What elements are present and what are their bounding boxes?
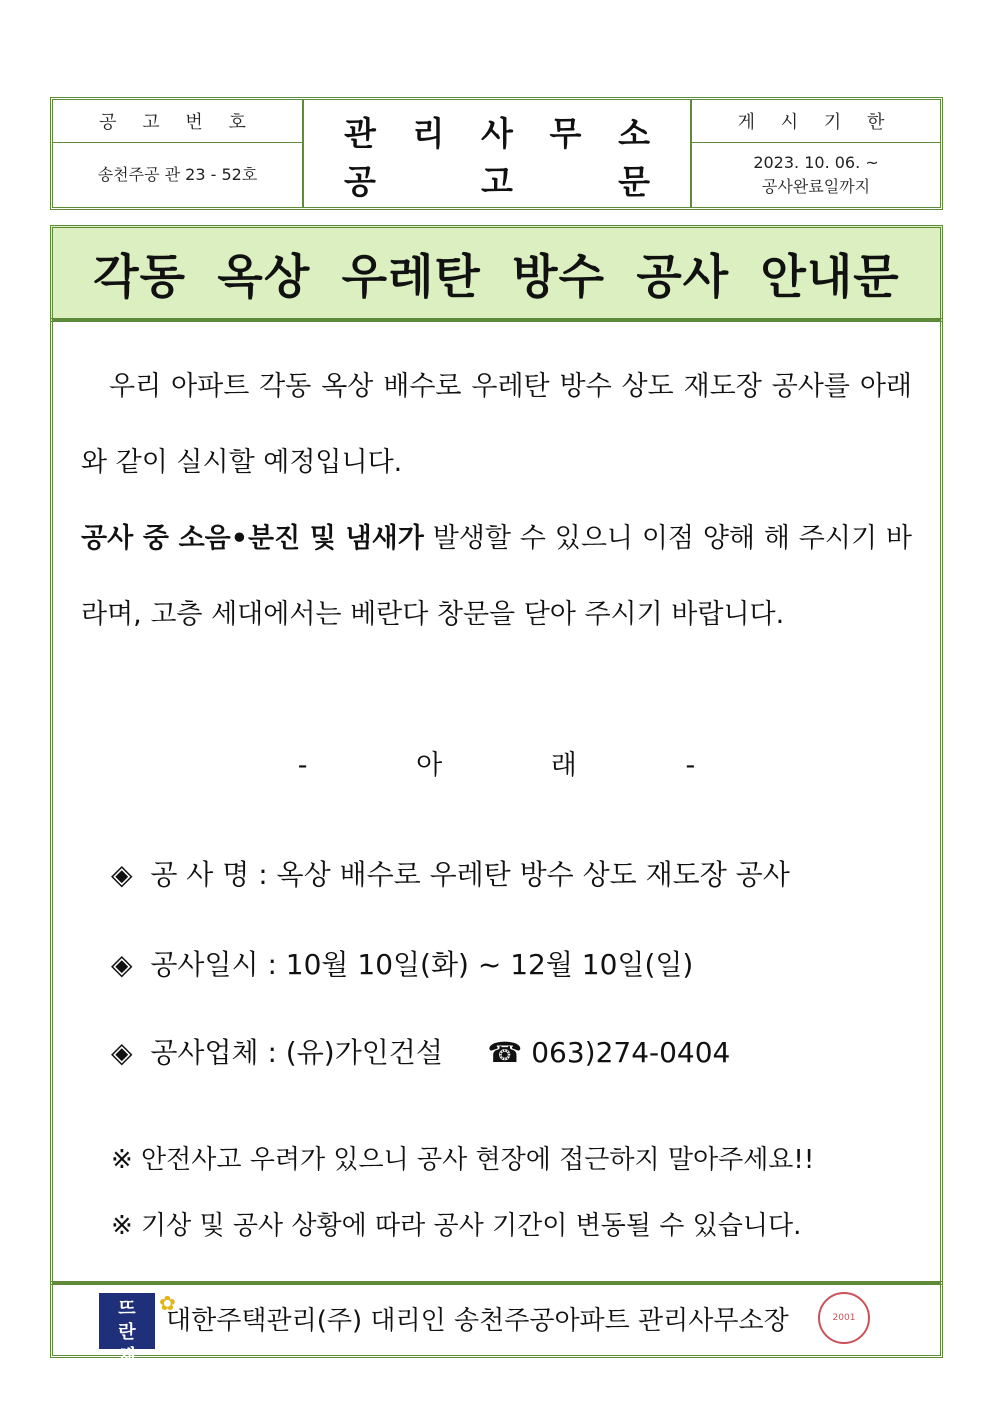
item-value: 옥상 배수로 우레탄 방수 상도 재도장 공사: [276, 858, 790, 891]
office-title-line1: 관 리 사 무 소: [344, 114, 650, 153]
item-label: 공사일시: [150, 948, 259, 981]
item-label: 공사업체: [150, 1036, 259, 1069]
ttranchae-logo: ✿ 뜨란채: [99, 1293, 155, 1349]
notice-footer: [50, 1281, 943, 1367]
diamond-bullet-icon: ◈: [111, 858, 133, 891]
item-value: 10월 10일(화) ~ 12월 10일(일): [285, 948, 694, 981]
official-seal-icon: 2001: [818, 1292, 870, 1344]
schedule-change-note: ※ 기상 및 공사 상황에 따라 공사 기간이 변동될 수 있습니다.: [111, 1211, 802, 1241]
item-project-name: ◈ 공 사 명 : 옥상 배수로 우레탄 방수 상도 재도장 공사: [111, 858, 790, 891]
notice-body-box: [50, 318, 943, 1285]
item-contractor: ◈ 공사업체 : (유)가인건설 ☎ 063)274-0404: [111, 1036, 731, 1069]
caution-text: 발생할 수 있으니 이점 양해 해 주시기 바라며, 고층 세대에서는 베란다 창문을 닫아 주시기 바랍니다.: [81, 523, 912, 630]
notice-title-box: [50, 225, 943, 322]
caution-paragraph: [81, 501, 912, 653]
notice-number-label: 공 고 번 호: [99, 112, 256, 133]
item-schedule: ◈ 공사일시 : 10월 10일(화) ~ 12월 10일(일): [111, 948, 694, 981]
notice-header-table: [50, 97, 943, 210]
period-start: 2023. 10. 06. ~: [753, 153, 879, 172]
period-label: 게 시 기 한: [737, 112, 895, 133]
office-title-line2: 공 고 문: [344, 162, 650, 201]
below-label: - 아 래 -: [297, 750, 696, 781]
contractor-phone: 063)274-0404: [531, 1036, 731, 1069]
signature-line: 대한주택관리(주) 대리인 송천주공아파트 관리사무소장: [166, 1306, 789, 1336]
diamond-bullet-icon: ◈: [111, 948, 133, 981]
item-label: 공 사 명: [150, 858, 250, 891]
caution-emphasis: 공사 중 소음•분진 및 냄새가: [81, 523, 424, 554]
item-value: (유)가인건설: [285, 1036, 443, 1069]
notice-number: 송천주공 관 23 - 52호: [97, 165, 258, 184]
diamond-bullet-icon: ◈: [111, 1036, 133, 1069]
notice-title: 각동 옥상 우레탄 방수 공사 안내문: [93, 250, 900, 305]
phone-icon: ☎: [487, 1036, 523, 1069]
safety-note: ※ 안전사고 우려가 있으니 공사 현장에 접근하지 말아주세요!!: [111, 1145, 815, 1175]
period-end: 공사완료일까지: [761, 177, 871, 196]
flower-icon: ✿: [159, 1291, 176, 1315]
office-title: [304, 100, 690, 207]
posting-period: [692, 143, 940, 207]
intro-paragraph: 우리 아파트 각동 옥상 배수로 우레탄 방수 상도 재도장 공사를 아래와 같이 실시할 예정입니다.: [81, 371, 912, 478]
